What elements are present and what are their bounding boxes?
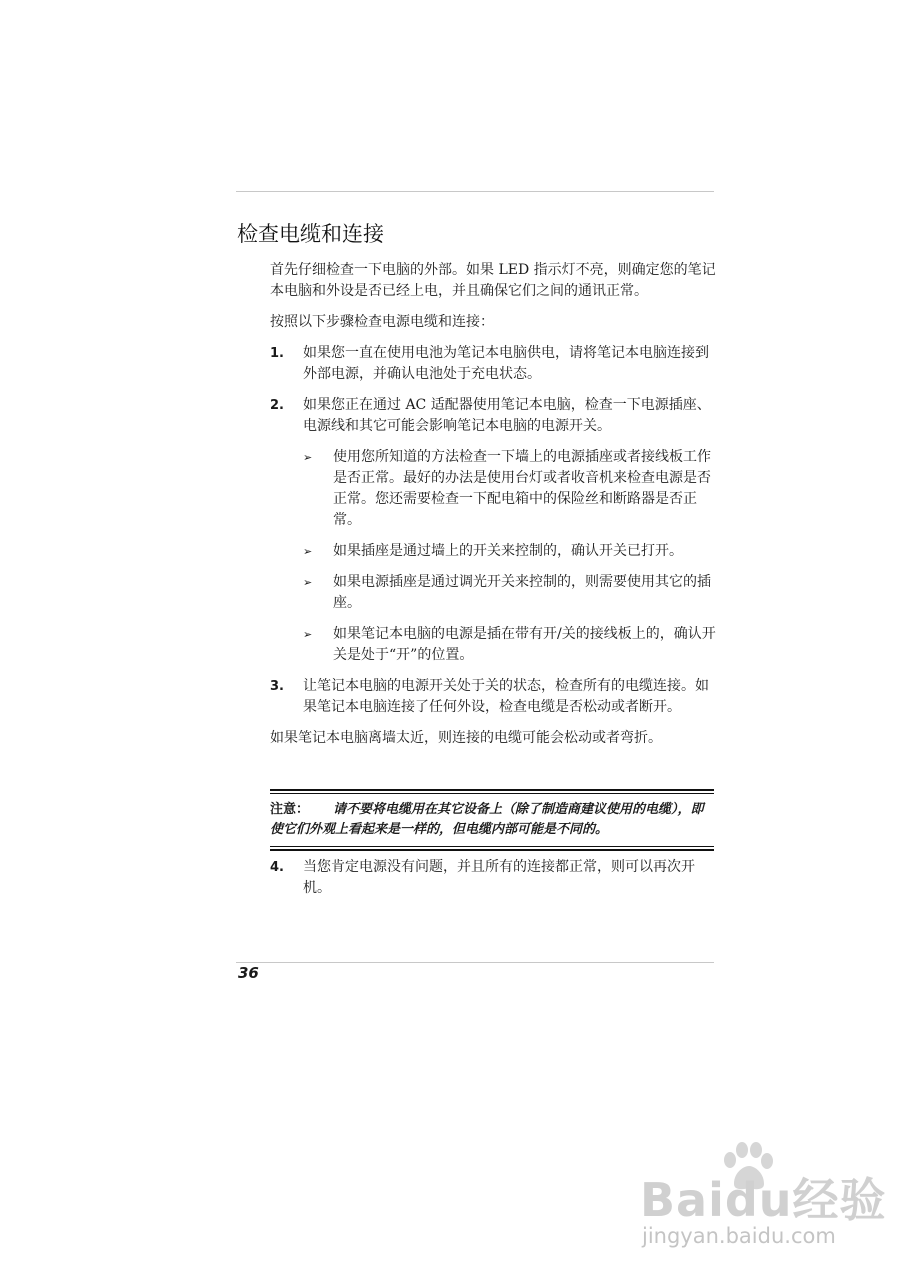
step-4-item <box>270 857 720 899</box>
header-divider <box>236 191 714 192</box>
sub-item-text: 如果笔记本电脑的电源是插在带有开/关的接线板上的，确认开关是处于“开”的位置。 <box>333 626 716 663</box>
arrow-bullet-icon: ➢ <box>303 545 313 558</box>
step-2 <box>270 395 720 666</box>
step-text: 如果您一直在使用电池为笔记本电脑供电，请将笔记本电脑连接到外部电源，并确认电池处于充电状态。 <box>303 345 709 382</box>
main-content <box>270 260 720 749</box>
sub-item <box>303 447 720 531</box>
arrow-bullet-icon: ➢ <box>303 451 313 464</box>
step-number: 1. <box>270 346 284 361</box>
step-4 <box>270 857 720 909</box>
sub-list <box>303 447 720 666</box>
note-text <box>270 794 714 846</box>
step-number: 2. <box>270 398 284 413</box>
steps-intro: 按照以下步骤检查电源电缆和连接： <box>270 314 494 330</box>
note-bottom-rule-thin <box>270 846 714 847</box>
step-text: 让笔记本电脑的电源开关处于关的状态，检查所有的电缆连接。如果笔记本电脑连接了任何外设，检查电缆是否松动或者断开。 <box>303 678 709 715</box>
step-1 <box>270 343 720 385</box>
note-bottom-rule <box>270 849 714 851</box>
page-number: 36 <box>238 964 259 982</box>
watermark-logo: Baidu经验 <box>640 1173 887 1227</box>
step-3 <box>270 676 720 718</box>
arrow-bullet-icon: ➢ <box>303 576 313 589</box>
sub-item-text: 如果电源插座是通过调光开关来控制的，则需要使用其它的插座。 <box>333 574 711 611</box>
note-body: 请不要将电缆用在其它设备上（除了制造商建议使用的电缆），即使它们外观上看起来是一样的，但电缆内部可能是不同的。 <box>270 802 704 837</box>
note-top-rule <box>270 789 714 791</box>
step-number: 3. <box>270 679 284 694</box>
sub-item <box>303 624 720 666</box>
sub-item <box>303 572 720 614</box>
section-title: 检查电缆和连接 <box>237 222 384 246</box>
step-number: 4. <box>270 860 284 875</box>
note-box <box>270 789 714 851</box>
footer-divider <box>236 962 714 963</box>
sub-item <box>303 541 720 562</box>
baidu-watermark <box>640 1140 890 1260</box>
arrow-bullet-icon: ➢ <box>303 628 313 641</box>
sub-item-text: 使用您所知道的方法检查一下墙上的电源插座或者接线板工作是否正常。最好的办法是使用台灯或者收音机来检查电源是否正常。您还需要检查一下配电箱中的保险丝和断路器是否正常。 <box>333 449 711 528</box>
intro-paragraph: 首先仔细检查一下电脑的外部。如果 LED 指示灯不亮，则确定您的笔记本电脑和外设是否已经上电，并且确保它们之间的通讯正常。 <box>270 262 716 299</box>
step-text: 当您肯定电源没有问题，并且所有的连接都正常，则可以再次开机。 <box>303 859 695 896</box>
step-text: 如果您正在通过 AC 适配器使用笔记本电脑，检查一下电源插座、电源线和其它可能会影响笔记本电脑的电源开关。 <box>303 397 711 434</box>
watermark-url: jingyan.baidu.com <box>642 1224 836 1248</box>
note-label: 注意： <box>270 802 310 817</box>
sub-item-text: 如果插座是通过墙上的开关来控制的，确认开关已打开。 <box>333 543 683 559</box>
wall-note: 如果笔记本电脑离墙太近，则连接的电缆可能会松动或者弯折。 <box>270 730 662 746</box>
